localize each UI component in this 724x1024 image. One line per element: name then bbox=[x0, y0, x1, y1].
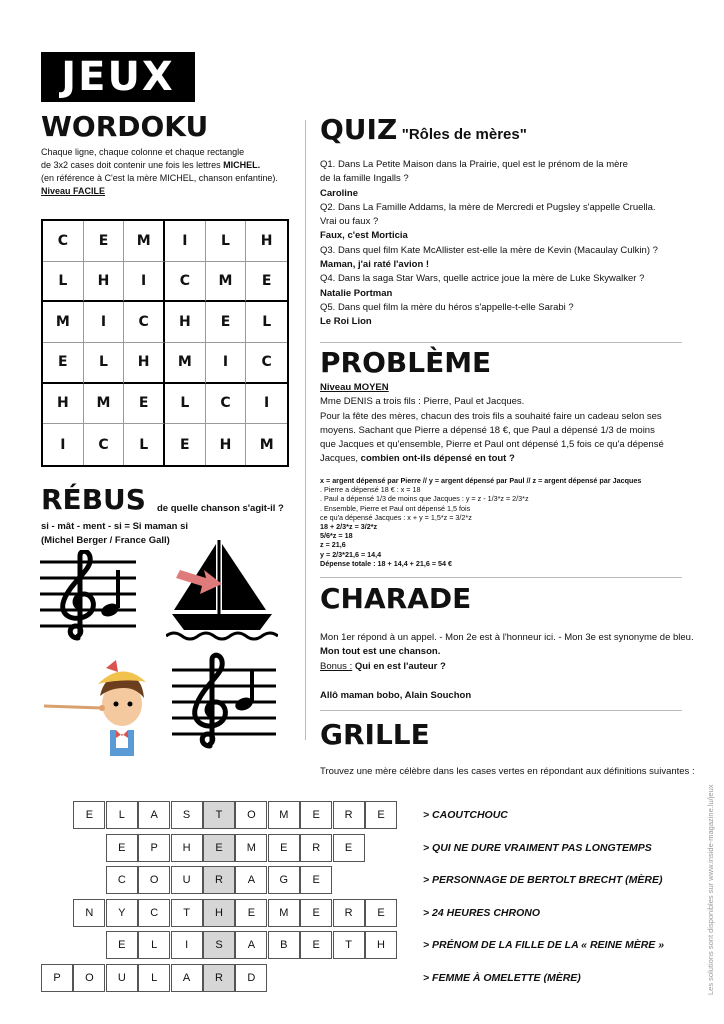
rebus-answer-line: si - mât - ment - si = Si maman si bbox=[41, 521, 189, 532]
quiz-answer: Le Roi Lion bbox=[320, 316, 372, 328]
quiz-answer: Natalie Portman bbox=[320, 287, 393, 299]
grille-definition: > FEMME À OMELETTE (MÈRE) bbox=[423, 972, 581, 984]
quiz-question: Q5. Dans quel film la mère du héros s'appelle-t-elle Sarabi ? bbox=[320, 301, 574, 313]
solution-line: ce qu'a dépensé Jacques : x + y = 1,5*z = 3/2*z bbox=[320, 512, 472, 522]
grille-cell[interactable]: M bbox=[235, 834, 267, 862]
grille-key-cell[interactable]: S bbox=[203, 931, 235, 959]
grille-cell[interactable]: E bbox=[300, 931, 332, 959]
wordoku-cell[interactable]: M bbox=[124, 221, 165, 262]
grille-title: GRILLE bbox=[320, 718, 430, 751]
grille-instruction: Trouvez une mère célèbre dans les cases vertes en répondant aux définitions suivantes : bbox=[320, 766, 695, 777]
wordoku-cell[interactable]: E bbox=[206, 302, 247, 343]
grille-cell[interactable]: H bbox=[171, 834, 203, 862]
wordoku-intro-line: Chaque ligne, chaque colonne et chaque rectangle bbox=[41, 147, 245, 157]
wordoku-cell[interactable]: C bbox=[246, 343, 287, 384]
wordoku-cell[interactable]: L bbox=[206, 221, 247, 262]
wordoku-cell[interactable]: E bbox=[246, 262, 287, 303]
grille-cell[interactable]: E bbox=[300, 801, 332, 829]
grille-cell[interactable]: O bbox=[235, 801, 267, 829]
wordoku-cell[interactable]: L bbox=[165, 384, 206, 425]
grille-cell[interactable]: Y bbox=[106, 899, 138, 927]
quiz-answer: Caroline bbox=[320, 187, 359, 199]
probleme-line: Jacques, combien ont-ils dépensé en tout ? bbox=[320, 453, 515, 465]
grille-key-cell[interactable]: R bbox=[203, 964, 235, 992]
wordoku-intro-line: de 3x2 cases doit contenir une fois les lettres MICHEL. bbox=[41, 160, 261, 170]
quiz-question: de la famille Ingalls ? bbox=[320, 173, 409, 185]
solutions-note-text: Les solutions sont disponibles sur www.inside-magazine.lu/jeux bbox=[706, 784, 715, 995]
wordoku-cell[interactable]: E bbox=[84, 221, 125, 262]
grille-cell[interactable]: U bbox=[171, 866, 203, 894]
grille-cell[interactable]: L bbox=[138, 964, 170, 992]
wordoku-level: Niveau FACILE bbox=[41, 186, 106, 196]
solution-line: y = 2/3*21,6 = 14,4 bbox=[320, 549, 382, 559]
wordoku-intro-line: (en référence à C'est la mère MICHEL, chanson enfantine). bbox=[41, 173, 278, 183]
wordoku-cell[interactable]: I bbox=[43, 424, 84, 465]
quiz-title: QUIZ bbox=[320, 113, 398, 146]
grille-cell[interactable]: R bbox=[333, 801, 365, 829]
quiz-question: Q4. Dans la saga Star Wars, quelle actrice joue la mère de Luke Skywalker ? bbox=[320, 273, 645, 285]
solution-line: . Paul a dépensé 1/3 de moins que Jacques : y = z - 1/3*z = 2/3*z bbox=[320, 494, 529, 504]
wordoku-cell[interactable]: L bbox=[246, 302, 287, 343]
wordoku-cell[interactable]: M bbox=[165, 343, 206, 384]
solutions-note bbox=[706, 725, 718, 995]
charade-answer: Allô maman bobo, Alain Souchon bbox=[320, 690, 472, 701]
grille-cell[interactable]: N bbox=[73, 899, 105, 927]
grille-cell[interactable]: L bbox=[106, 801, 138, 829]
grille-cell[interactable]: B bbox=[268, 931, 300, 959]
wordoku-cell[interactable]: I bbox=[124, 262, 165, 303]
wordoku-cell[interactable]: L bbox=[84, 343, 125, 384]
wordoku-cell[interactable]: E bbox=[165, 424, 206, 465]
grille-cell[interactable]: P bbox=[41, 964, 73, 992]
grille-cell[interactable]: U bbox=[106, 964, 138, 992]
wordoku-cell[interactable]: I bbox=[206, 343, 247, 384]
quiz-question: Vrai ou faux ? bbox=[320, 216, 379, 228]
grille-cell[interactable]: E bbox=[268, 834, 300, 862]
charade-line: Mon 1er répond à un appel. - Mon 2e est à l'honneur ici. - Mon 3e est synonyme de bleu. bbox=[320, 632, 694, 643]
probleme-line: que Jacques et qu'ensemble, Pierre et Paul ont dépensé 1,5 fois ce qu'a dépensé bbox=[320, 439, 664, 451]
grille-definition: > CAOUTCHOUC bbox=[423, 809, 508, 821]
wordoku-cell[interactable]: C bbox=[124, 302, 165, 343]
grille-cell[interactable]: C bbox=[138, 899, 170, 927]
grille-cell[interactable]: O bbox=[73, 964, 105, 992]
grille-cell[interactable]: R bbox=[333, 899, 365, 927]
grille-key-cell[interactable]: T bbox=[203, 801, 235, 829]
rebus-title: RÉBUS bbox=[41, 483, 146, 516]
grille-key-cell[interactable]: H bbox=[203, 899, 235, 927]
quiz-answer: Faux, c'est Morticia bbox=[320, 230, 408, 242]
wordoku-title: WORDOKU bbox=[41, 110, 209, 143]
probleme-title: PROBLÈME bbox=[320, 346, 492, 379]
solution-line: Dépense totale : 18 + 14,4 + 21,6 = 54 € bbox=[320, 558, 453, 568]
wordoku-cell[interactable]: E bbox=[124, 384, 165, 425]
grille-definition: > PERSONNAGE DE BERTOLT BRECHT (MÈRE) bbox=[423, 874, 663, 887]
grille-definition: > QUI NE DURE VRAIMENT PAS LONGTEMPS bbox=[423, 841, 652, 854]
wordoku-cell[interactable]: C bbox=[165, 262, 206, 303]
jeux-banner: JEUX bbox=[41, 52, 195, 102]
wordoku-cell[interactable]: H bbox=[124, 343, 165, 384]
solution-line: . Pierre a dépensé 18 € : x = 18 bbox=[320, 485, 421, 495]
grille-cell[interactable]: T bbox=[171, 899, 203, 927]
probleme-line: Pour la fête des mères, chacun des trois fils a souhaité faire un cadeau selon ses bbox=[320, 410, 662, 422]
probleme-level: Niveau MOYEN bbox=[320, 382, 389, 393]
grille-cell[interactable]: A bbox=[235, 931, 267, 959]
wordoku-cell[interactable]: L bbox=[124, 424, 165, 465]
wordoku-cell[interactable]: I bbox=[165, 221, 206, 262]
grille-cell[interactable]: A bbox=[235, 866, 267, 894]
grille-cell[interactable]: A bbox=[171, 964, 203, 992]
grille-cell[interactable]: M bbox=[268, 801, 300, 829]
grille-cell[interactable]: E bbox=[333, 834, 365, 862]
grille-cell[interactable]: A bbox=[138, 801, 170, 829]
wordoku-cell[interactable]: C bbox=[43, 221, 84, 262]
grille-cell[interactable]: E bbox=[106, 931, 138, 959]
wordoku-cell[interactable]: I bbox=[246, 384, 287, 425]
grille-cell[interactable]: E bbox=[73, 801, 105, 829]
grille-cell[interactable]: E bbox=[300, 899, 332, 927]
grille-cell[interactable]: L bbox=[138, 931, 170, 959]
charade-title: CHARADE bbox=[320, 582, 472, 615]
wordoku-cell[interactable]: H bbox=[84, 262, 125, 303]
grille-key-cell[interactable]: R bbox=[203, 866, 235, 894]
solution-line: 5/6*z = 18 bbox=[320, 531, 353, 541]
quiz-question: Q2. Dans La Famille Addams, la mère de Mercredi et Pugsley s'appelle Cruella. bbox=[320, 201, 656, 213]
wordoku-cell[interactable]: I bbox=[84, 302, 125, 343]
quiz-subtitle: "Rôles de mères" bbox=[401, 126, 527, 143]
wordoku-cell[interactable]: H bbox=[206, 424, 247, 465]
rebus-question: de quelle chanson s'agit-il ? bbox=[157, 503, 284, 514]
grille-cell[interactable]: E bbox=[106, 834, 138, 862]
grille-cell[interactable]: C bbox=[106, 866, 138, 894]
solution-line: 18 + 2/3*z = 3/2*z bbox=[320, 522, 378, 532]
grille-cell[interactable]: O bbox=[138, 866, 170, 894]
grille-key-cell[interactable]: E bbox=[203, 834, 235, 862]
grille-cell[interactable]: E bbox=[365, 899, 397, 927]
solution-line: z = 21,6 bbox=[320, 540, 346, 550]
wordoku-cell[interactable]: C bbox=[84, 424, 125, 465]
quiz-question: Q3. Dans quel film Kate McAllister est-elle la mère de Kevin (Macaulay Culkin) ? bbox=[320, 244, 658, 256]
grille-cell[interactable]: I bbox=[171, 931, 203, 959]
rebus-answer-line: (Michel Berger / France Gall) bbox=[41, 535, 170, 546]
grille-cell[interactable]: E bbox=[235, 899, 267, 927]
probleme-line: moyens. Sachant que Pierre a dépensé 18 €, que Paul a dépensé 1/3 de moins bbox=[320, 424, 655, 436]
charade-line: Mon tout est une chanson. bbox=[320, 646, 441, 658]
quiz-answer: Maman, j'ai raté l'avion ! bbox=[320, 259, 430, 271]
grille-cell[interactable]: E bbox=[300, 866, 332, 894]
grille-cell[interactable]: P bbox=[138, 834, 170, 862]
grille-cell[interactable]: E bbox=[365, 801, 397, 829]
wordoku-cell[interactable]: M bbox=[206, 262, 247, 303]
probleme-line: Mme DENIS a trois fils : Pierre, Paul et Jacques. bbox=[320, 396, 525, 408]
solution-line: . Ensemble, Pierre et Paul ont dépensé 1,5 fois bbox=[320, 503, 471, 513]
wordoku-cell[interactable]: H bbox=[43, 384, 84, 425]
grille-cell[interactable]: R bbox=[300, 834, 332, 862]
grille-cell[interactable]: G bbox=[268, 866, 300, 894]
grille-cell[interactable]: M bbox=[268, 899, 300, 927]
charade-bonus: Bonus : Qui en est l'auteur ? bbox=[320, 660, 446, 672]
wordoku-cell[interactable]: E bbox=[43, 343, 84, 384]
grille-definition: > PRÉNOM DE LA FILLE DE LA « REINE MÈRE » bbox=[423, 939, 665, 952]
wordoku-cell[interactable]: L bbox=[43, 262, 84, 303]
quiz-question: Q1. Dans La Petite Maison dans la Prairie, quel est le prénom de la mère bbox=[320, 159, 628, 170]
wordoku-cell[interactable]: M bbox=[84, 384, 125, 425]
grille-definition: > 24 HEURES CHRONO bbox=[423, 906, 540, 919]
wordoku-cell[interactable]: M bbox=[43, 302, 84, 343]
wordoku-cell[interactable]: C bbox=[206, 384, 247, 425]
grille-cell[interactable]: T bbox=[333, 931, 365, 959]
grille-cell[interactable]: H bbox=[365, 931, 397, 959]
grille-cell[interactable]: D bbox=[235, 964, 267, 992]
wordoku-cell[interactable]: H bbox=[165, 302, 206, 343]
solution-line: x = argent dépensé par Pierre // y = argent dépensé par Paul // z = argent dépensé par Jacques bbox=[320, 476, 642, 485]
wordoku-cell[interactable]: M bbox=[259, 436, 274, 453]
grille-cell[interactable]: S bbox=[171, 801, 203, 829]
wordoku-cell[interactable]: H bbox=[246, 221, 287, 262]
